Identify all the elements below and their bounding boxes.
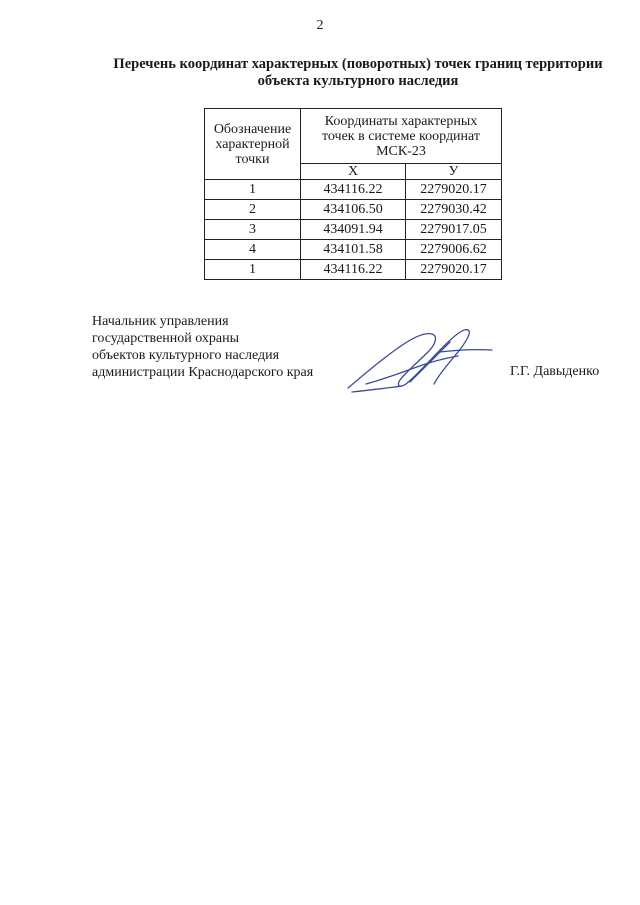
header-coordinate-system: Координаты характерных точек в системе координат МСК-23 (301, 109, 502, 164)
table-row (205, 240, 502, 260)
page-number: 2 (316, 18, 324, 33)
point-cell: 1 (205, 180, 301, 200)
header-y: У (406, 164, 502, 180)
coordinates-table (204, 108, 502, 280)
header-point-designation: Обозначение характерной точки (205, 109, 301, 180)
header-x: Х (301, 164, 406, 180)
point-cell: 1 (205, 260, 301, 280)
table-row (205, 260, 502, 280)
x-cell: 434106.50 (301, 200, 406, 220)
x-cell: 434091.94 (301, 220, 406, 240)
y-cell: 2279030.42 (406, 200, 502, 220)
y-cell: 2279020.17 (406, 260, 502, 280)
signature-strokes (348, 330, 492, 392)
signer-name: Г.Г. Давыденко (510, 364, 600, 379)
y-cell: 2279006.62 (406, 240, 502, 260)
table-row (205, 180, 502, 200)
x-cell: 434116.22 (301, 180, 406, 200)
point-cell: 2 (205, 200, 301, 220)
point-cell: 4 (205, 240, 301, 260)
x-cell: 434101.58 (301, 240, 406, 260)
handwritten-signature (340, 318, 500, 398)
document-title: Перечень координат характерных (поворотных) точек границ территории объекта культурного наследия (113, 56, 603, 89)
y-cell: 2279017.05 (406, 220, 502, 240)
y-cell: 2279020.17 (406, 180, 502, 200)
table-row (205, 220, 502, 240)
x-cell: 434116.22 (301, 260, 406, 280)
point-cell: 3 (205, 220, 301, 240)
table-row (205, 200, 502, 220)
signer-position: Начальник управления государственной охраны объектов культурного наследия администрации Краснодарского края (92, 314, 314, 380)
